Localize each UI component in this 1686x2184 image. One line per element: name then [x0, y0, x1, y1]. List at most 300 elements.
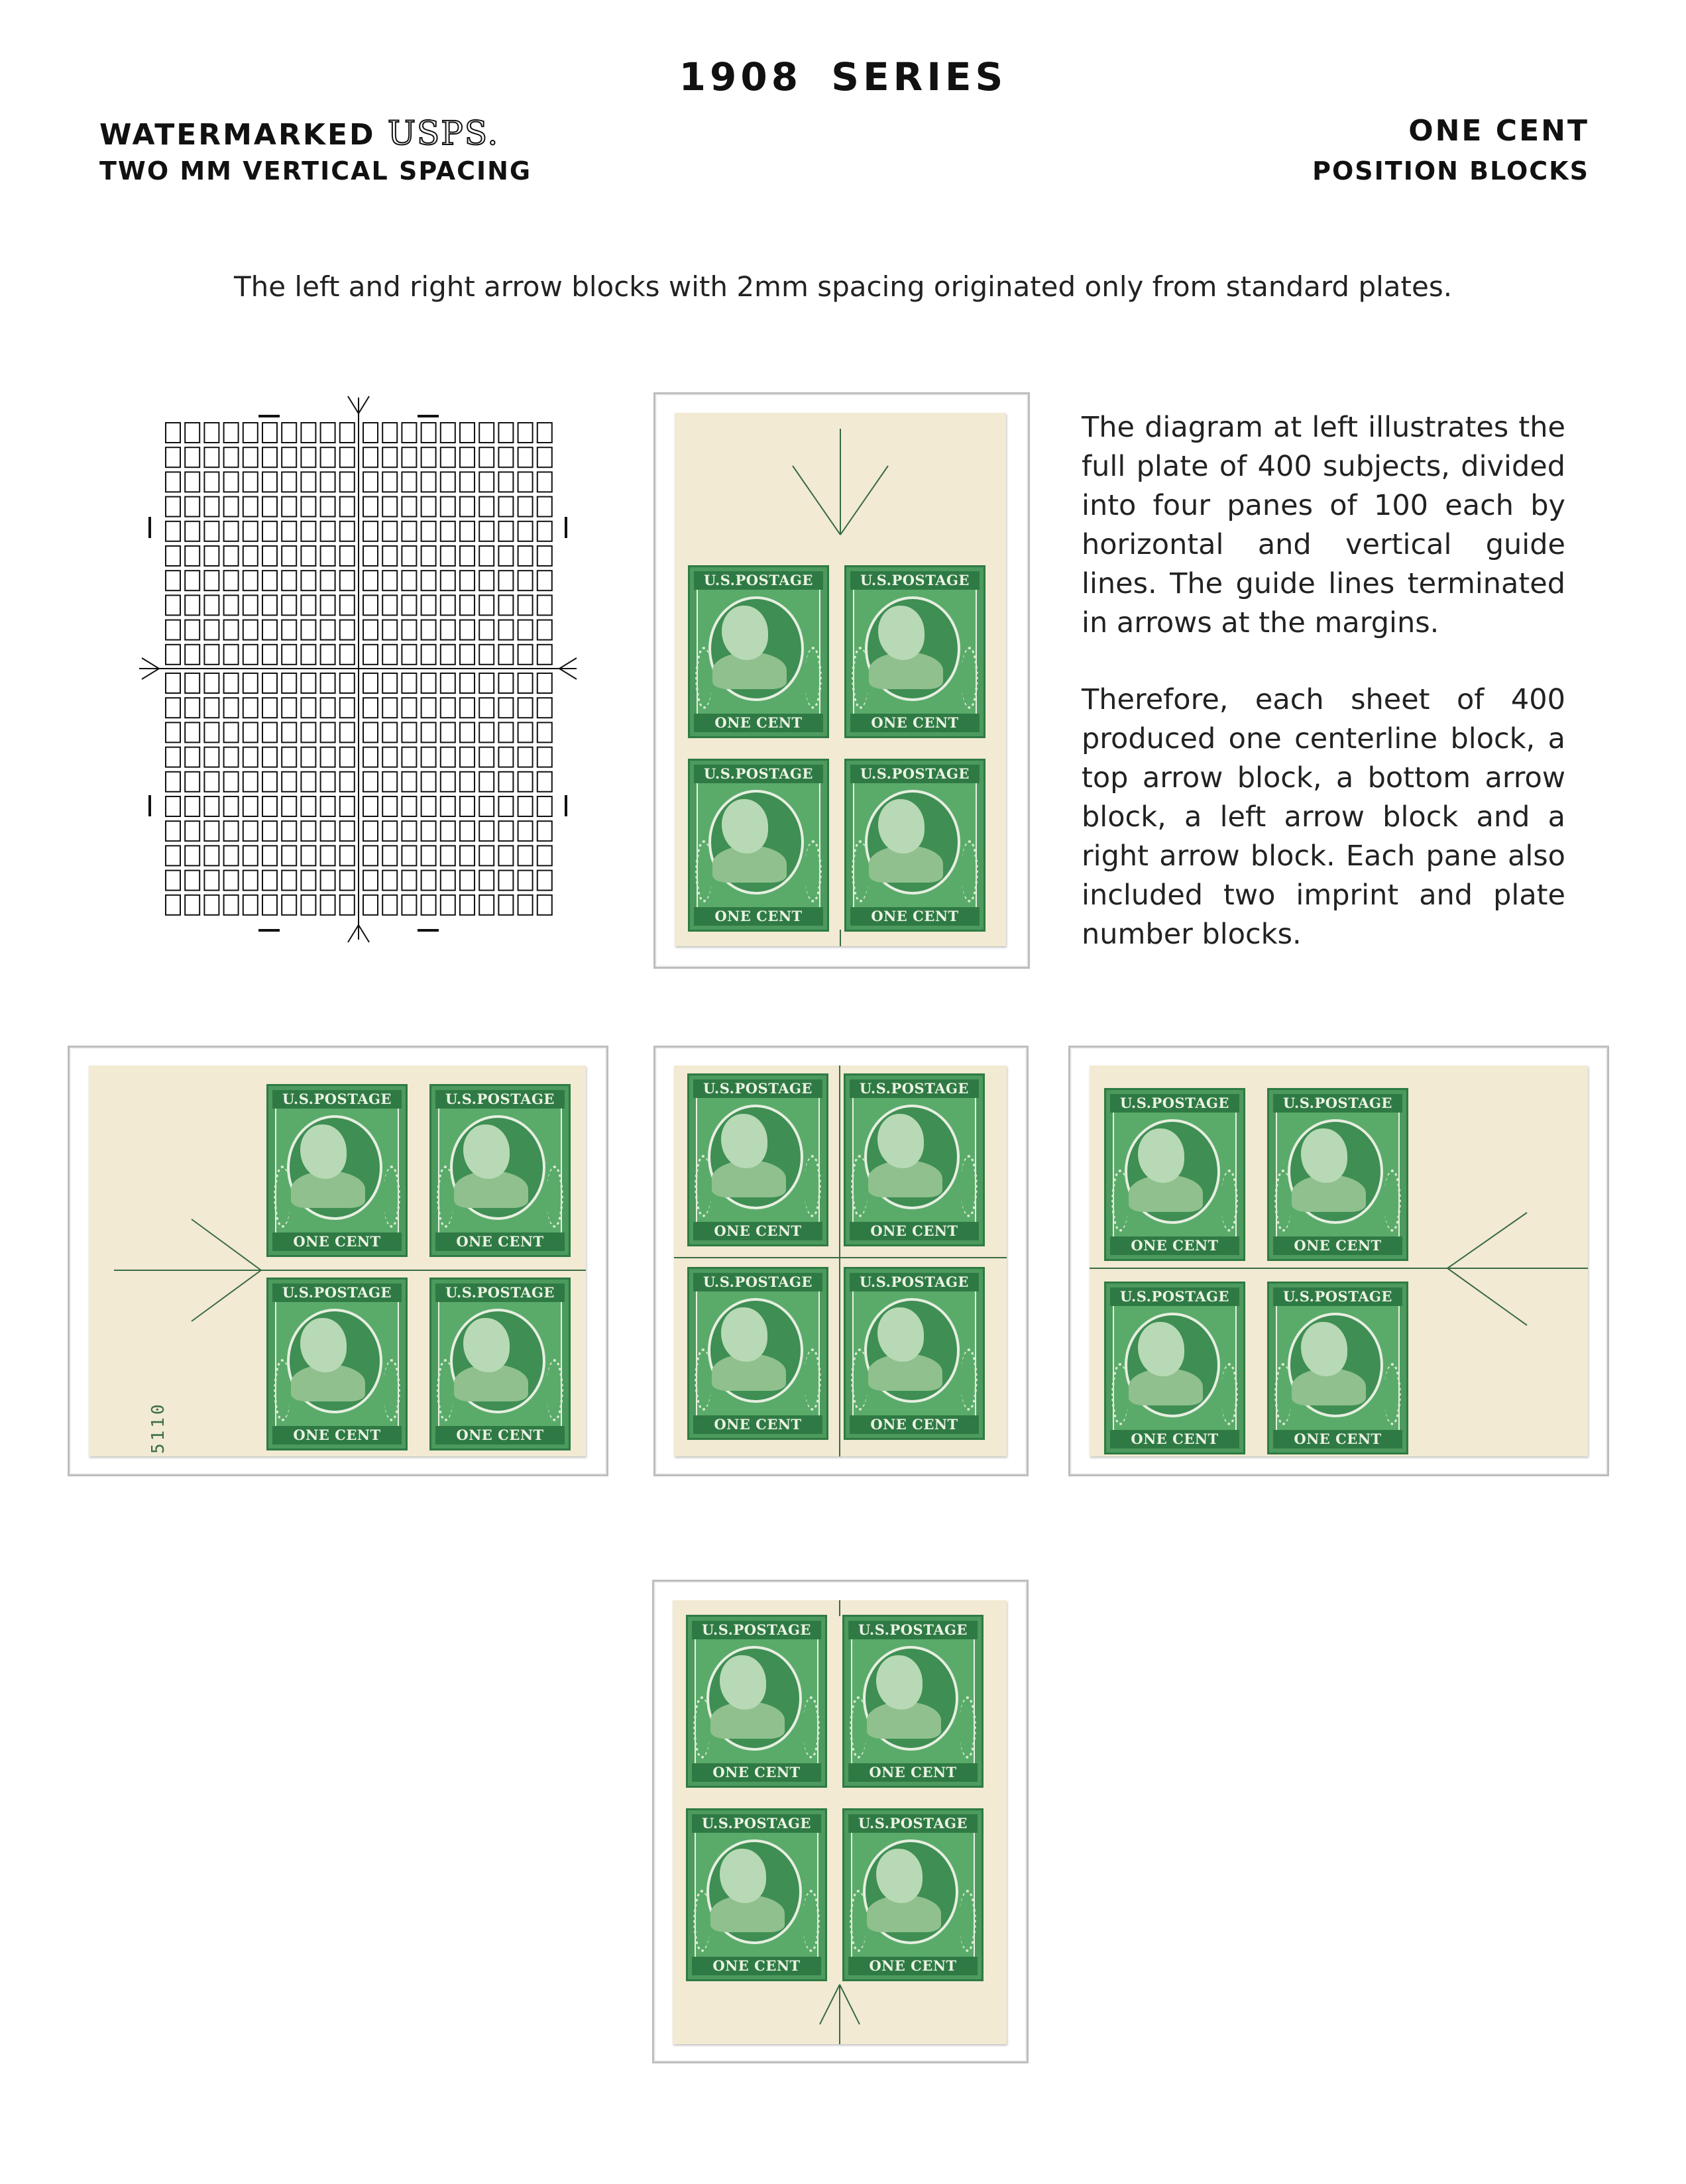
portrait-head: [300, 1318, 347, 1372]
plate-subject: [441, 846, 455, 865]
laurel-left-icon: [850, 1890, 867, 1952]
stamp-bottom-label: ONE CENT: [1110, 1430, 1239, 1448]
plate-subject: [382, 620, 397, 640]
plate-subject: [321, 796, 335, 816]
plate-subject: [282, 620, 296, 640]
plate-subject: [282, 645, 296, 665]
plate-subject: [340, 846, 355, 865]
plate-subject: [479, 895, 494, 915]
plate-subject: [282, 546, 296, 566]
plate-subject: [363, 722, 378, 742]
plate-subject: [243, 423, 258, 443]
stamp: [1267, 1282, 1408, 1454]
plate-subject: [204, 747, 219, 767]
plate-subject: [460, 673, 475, 693]
stamp-top-label: U.S.POSTAGE: [1110, 1094, 1239, 1113]
plate-subject: [204, 521, 219, 541]
description-paragraph-2: Therefore, each sheet of 400 produced one centerline block, a top arrow block, a bottom arrow block, a left arrow block and a right arrow block. Each pane also included two imprint and plate number blocks.: [1082, 683, 1565, 951]
plate-subject: [402, 423, 416, 443]
plate-subject: [402, 571, 416, 590]
plate-subject: [382, 546, 397, 566]
plate-subject: [166, 673, 180, 693]
plate-subject: [363, 546, 378, 566]
plate-subject: [460, 497, 475, 517]
plate-subject: [518, 546, 533, 566]
plate-subject: [441, 747, 455, 767]
plate-subject: [224, 821, 239, 841]
stamp-bottom-label: ONE CENT: [272, 1426, 402, 1445]
plate-subject: [204, 821, 219, 841]
plate-subject: [243, 673, 258, 693]
plate-subject: [262, 871, 277, 891]
plate-subject: [262, 846, 277, 865]
plate-subject: [402, 546, 416, 566]
stamp-top-label: U.S.POSTAGE: [1273, 1094, 1402, 1113]
plate-subject: [262, 546, 277, 566]
plate-subject: [262, 497, 277, 517]
plate-subject: [204, 497, 219, 517]
plate-subject: [340, 698, 355, 718]
stamp-bottom-label: ONE CENT: [692, 1957, 821, 1975]
plate-subject: [282, 772, 296, 792]
plate-subject: [204, 772, 219, 792]
plate-subject: [262, 747, 277, 767]
plate-subject: [402, 871, 416, 891]
portrait-head: [463, 1318, 510, 1372]
plate-subject: [537, 546, 552, 566]
plate-subject: [537, 772, 552, 792]
laurel-left-icon: [850, 1696, 867, 1759]
plate-subject: [479, 447, 494, 467]
laurel-right-icon: [546, 1166, 563, 1228]
plate-subject: [422, 796, 436, 816]
portrait-head: [1138, 1322, 1184, 1376]
laurel-right-icon: [804, 1348, 821, 1411]
plate-subject: [422, 698, 436, 718]
plate-subject: [282, 698, 296, 718]
plate-subject: [262, 722, 277, 742]
stamp-bottom-label: ONE CENT: [850, 907, 980, 926]
plate-subject: [243, 472, 258, 492]
plate-subject: [340, 722, 355, 742]
top-arrow-block-mount: [653, 392, 1030, 969]
plate-subject: [402, 497, 416, 517]
plate-subject: [262, 447, 277, 467]
stamp: [844, 1267, 985, 1440]
plate-subject: [185, 423, 199, 443]
plate-subject: [224, 772, 239, 792]
plate-subject: [460, 796, 475, 816]
plate-subject: [166, 423, 180, 443]
plate-subject: [441, 595, 455, 615]
plate-subject: [402, 796, 416, 816]
plate-subject: [382, 895, 397, 915]
plate-subject: [243, 497, 258, 517]
plate-subject: [185, 772, 199, 792]
laurel-right-icon: [1221, 1363, 1238, 1425]
stamp: [688, 759, 829, 932]
plate-subject: [537, 846, 552, 865]
portrait-head: [721, 1114, 767, 1168]
plate-subject: [224, 722, 239, 742]
plate-subject: [479, 747, 494, 767]
plate-subject: [224, 423, 239, 443]
plate-subject: [518, 497, 533, 517]
stamp: [429, 1278, 571, 1450]
stamp-bottom-label: ONE CENT: [693, 1415, 822, 1434]
stamp: [266, 1084, 408, 1257]
plate-subject: [340, 546, 355, 566]
plate-subject: [518, 871, 533, 891]
plate-subject: [166, 871, 180, 891]
plate-subject: [402, 772, 416, 792]
plate-subject: [441, 620, 455, 640]
description: [1082, 408, 1565, 954]
plate-subject: [537, 871, 552, 891]
plate-subject: [479, 772, 494, 792]
plate-subject: [185, 472, 199, 492]
laurel-right-icon: [961, 840, 978, 902]
plate-subject: [422, 571, 436, 590]
stamp-bottom-label: ONE CENT: [272, 1232, 402, 1251]
portrait-head: [877, 1307, 924, 1362]
plate-subject: [460, 472, 475, 492]
plate-subject: [402, 821, 416, 841]
plate-subject: [301, 447, 315, 467]
plate-subject: [204, 546, 219, 566]
plate-subject: [518, 796, 533, 816]
plate-subject: [262, 698, 277, 718]
laurel-left-icon: [1274, 1363, 1292, 1425]
plate-subject: [321, 447, 335, 467]
plate-subject: [243, 620, 258, 640]
plate-subject: [282, 423, 296, 443]
plate-subject: [224, 747, 239, 767]
plate-subject: [382, 747, 397, 767]
plate-subject: [321, 772, 335, 792]
laurel-left-icon: [693, 1890, 710, 1952]
plate-subject: [224, 796, 239, 816]
plate-subject: [441, 722, 455, 742]
plate-subject: [382, 423, 397, 443]
plate-subject: [321, 620, 335, 640]
plate-subject: [363, 620, 378, 640]
stamp: [1104, 1088, 1245, 1261]
plate-subject: [262, 521, 277, 541]
plate-subject: [498, 673, 513, 693]
plate-subject: [204, 871, 219, 891]
plate-subject: [382, 846, 397, 865]
plate-subject: [422, 747, 436, 767]
plate-subject: [498, 447, 513, 467]
laurel-right-icon: [803, 1696, 820, 1759]
plate-subject: [262, 895, 277, 915]
plate-subject: [185, 846, 199, 865]
plate-subject: [518, 673, 533, 693]
plate-subject: [363, 846, 378, 865]
plate-subject: [185, 595, 199, 615]
plate-subject: [422, 423, 436, 443]
spacing-header: TWO MM VERTICAL SPACING: [99, 156, 532, 186]
plate-subject: [441, 895, 455, 915]
plate-subject: [282, 673, 296, 693]
plate-subject: [301, 546, 315, 566]
plate-subject: [382, 447, 397, 467]
stamp-bottom-label: ONE CENT: [435, 1426, 565, 1445]
plate-subject: [518, 521, 533, 541]
plate-subject: [537, 521, 552, 541]
laurel-right-icon: [959, 1890, 976, 1952]
plate-subject: [422, 620, 436, 640]
plate-subject: [166, 821, 180, 841]
plate-subject: [441, 423, 455, 443]
plate-subject: [262, 645, 277, 665]
plate-subject: [498, 772, 513, 792]
plate-subject: [460, 846, 475, 865]
plate-subject: [479, 595, 494, 615]
plate-subject: [340, 673, 355, 693]
plate-subject: [422, 871, 436, 891]
plate-subject: [243, 772, 258, 792]
plate-subject: [363, 821, 378, 841]
plate-subject: [537, 698, 552, 718]
portrait-head: [878, 606, 925, 660]
stamp: [842, 1615, 984, 1788]
stamp-top-label: U.S.POSTAGE: [435, 1283, 565, 1302]
plate-subject: [301, 645, 315, 665]
laurel-left-icon: [852, 647, 869, 709]
laurel-left-icon: [695, 840, 712, 902]
plate-subject: [422, 846, 436, 865]
plate-subject: [422, 673, 436, 693]
plate-diagram: [139, 391, 616, 961]
laurel-left-icon: [1274, 1170, 1292, 1232]
plate-subject: [166, 447, 180, 467]
plate-subject: [243, 846, 258, 865]
stamp-top-label: U.S.POSTAGE: [848, 1621, 978, 1639]
plate-subject: [460, 521, 475, 541]
plate-subject: [460, 571, 475, 590]
plate-subject: [363, 497, 378, 517]
plate-subject: [224, 895, 239, 915]
plate-subject: [460, 747, 475, 767]
plate-subject: [204, 447, 219, 467]
plate-subject: [321, 521, 335, 541]
plate-number: 5110: [148, 1401, 168, 1454]
plate-subject: [518, 747, 533, 767]
plate-subject: [441, 472, 455, 492]
plate-subject: [185, 447, 199, 467]
laurel-right-icon: [959, 1696, 976, 1759]
plate-subject: [363, 796, 378, 816]
plate-subject: [185, 673, 199, 693]
right-arrow-block-mount: [1068, 1046, 1609, 1476]
plate-subject: [243, 521, 258, 541]
top-arrow-block: [675, 413, 1006, 946]
plate-subject: [479, 846, 494, 865]
stamp-bottom-label: ONE CENT: [694, 907, 823, 926]
plate-subject: [537, 673, 552, 693]
left-arrow-block: [89, 1065, 586, 1456]
stamp: [687, 1267, 828, 1440]
plate-subject: [340, 871, 355, 891]
plate-subject: [363, 772, 378, 792]
laurel-left-icon: [437, 1359, 454, 1421]
plate-subject: [262, 772, 277, 792]
stamp-top-label: U.S.POSTAGE: [850, 1079, 979, 1098]
laurel-right-icon: [960, 1155, 978, 1217]
plate-subject: [518, 698, 533, 718]
portrait-head: [722, 606, 768, 660]
plate-subject: [185, 546, 199, 566]
plate-subject: [422, 772, 436, 792]
plate-subject: [537, 472, 552, 492]
plate-subject: [518, 645, 533, 665]
plate-subject: [498, 722, 513, 742]
plate-subject: [224, 571, 239, 590]
stamp-top-label: U.S.POSTAGE: [694, 571, 823, 590]
laurel-left-icon: [695, 647, 712, 709]
plate-subject: [166, 472, 180, 492]
plate-subject: [518, 472, 533, 492]
plate-subject: [166, 521, 180, 541]
plate-subject: [282, 447, 296, 467]
plate-subject: [479, 821, 494, 841]
plate-subject: [282, 595, 296, 615]
stamp: [266, 1278, 408, 1450]
plate-subject: [321, 472, 335, 492]
watermark-usps: USPS.: [387, 114, 500, 152]
plate-subject: [243, 871, 258, 891]
plate-subject: [363, 472, 378, 492]
plate-subject: [363, 595, 378, 615]
plate-subject: [537, 747, 552, 767]
plate-subject: [479, 645, 494, 665]
plate-subject: [537, 821, 552, 841]
plate-subject: [402, 722, 416, 742]
plate-subject: [382, 722, 397, 742]
portrait-head: [876, 1849, 923, 1903]
plate-subject: [243, 821, 258, 841]
plate-subject: [224, 645, 239, 665]
laurel-right-icon: [805, 840, 822, 902]
plate-subject: [166, 595, 180, 615]
plate-subject: [262, 673, 277, 693]
plate-subject: [321, 497, 335, 517]
plate-subject: [243, 595, 258, 615]
plate-subject: [460, 821, 475, 841]
bottom-arrow-block-mount: [652, 1580, 1029, 2063]
plate-subject: [441, 772, 455, 792]
plate-subject: [340, 423, 355, 443]
plate-subject: [498, 571, 513, 590]
stamp-bottom-label: ONE CENT: [435, 1232, 565, 1251]
plate-subject: [460, 620, 475, 640]
plate-subject: [282, 722, 296, 742]
plate-subject: [301, 895, 315, 915]
stamp: [429, 1084, 571, 1257]
plate-subject: [166, 796, 180, 816]
portrait-head: [463, 1124, 510, 1179]
stamp-bottom-label: ONE CENT: [694, 714, 823, 732]
plate-subject: [204, 673, 219, 693]
plate-subject: [243, 645, 258, 665]
plate-subject: [204, 571, 219, 590]
plate-subject: [243, 747, 258, 767]
plate-subject: [460, 698, 475, 718]
plate-subject: [402, 846, 416, 865]
laurel-right-icon: [383, 1359, 400, 1421]
plate-subject: [363, 423, 378, 443]
stamp-bottom-label: ONE CENT: [848, 1957, 978, 1975]
plate-subject: [301, 747, 315, 767]
plate-subject: [518, 447, 533, 467]
stamp-top-label: U.S.POSTAGE: [850, 765, 980, 783]
plate-subject: [224, 698, 239, 718]
plate-subject: [498, 595, 513, 615]
portrait-head: [300, 1124, 347, 1179]
portrait-head: [878, 799, 925, 853]
plate-subject: [224, 497, 239, 517]
plate-subject: [498, 796, 513, 816]
plate-subject: [166, 645, 180, 665]
stamp-bottom-label: ONE CENT: [850, 1415, 979, 1434]
plate-subject: [441, 871, 455, 891]
plate-diagram-svg: [139, 391, 616, 961]
plate-subject: [363, 447, 378, 467]
plate-subject: [518, 571, 533, 590]
plate-subject: [479, 571, 494, 590]
stamp: [844, 1073, 985, 1246]
plate-subject: [460, 595, 475, 615]
portrait-head: [720, 1655, 766, 1710]
plate-subject: [363, 645, 378, 665]
plate-subject: [301, 846, 315, 865]
centerline-block: [674, 1065, 1007, 1456]
plate-subject: [185, 521, 199, 541]
plate-subject: [422, 546, 436, 566]
plate-subject: [422, 821, 436, 841]
stamp: [686, 1615, 827, 1788]
plate-subject: [224, 846, 239, 865]
laurel-left-icon: [693, 1696, 710, 1759]
plate-subject: [224, 871, 239, 891]
plate-subject: [204, 620, 219, 640]
plate-subject: [498, 645, 513, 665]
plate-subject: [243, 796, 258, 816]
plate-subject: [262, 595, 277, 615]
stamp-top-label: U.S.POSTAGE: [850, 1273, 979, 1291]
laurel-left-icon: [695, 1348, 712, 1411]
plate-subject: [282, 821, 296, 841]
plate-subject: [204, 698, 219, 718]
plate-subject: [340, 595, 355, 615]
plate-subject: [382, 772, 397, 792]
plate-subject: [185, 722, 199, 742]
plate-subject: [340, 645, 355, 665]
plate-subject: [422, 472, 436, 492]
plate-subject: [363, 895, 378, 915]
plate-subject: [422, 447, 436, 467]
plate-subject: [185, 821, 199, 841]
laurel-right-icon: [383, 1166, 400, 1228]
stamp-top-label: U.S.POSTAGE: [694, 765, 823, 783]
plate-subject: [340, 796, 355, 816]
plate-subject: [441, 796, 455, 816]
plate-subject: [301, 595, 315, 615]
plate-subject: [262, 796, 277, 816]
plate-subject: [402, 895, 416, 915]
